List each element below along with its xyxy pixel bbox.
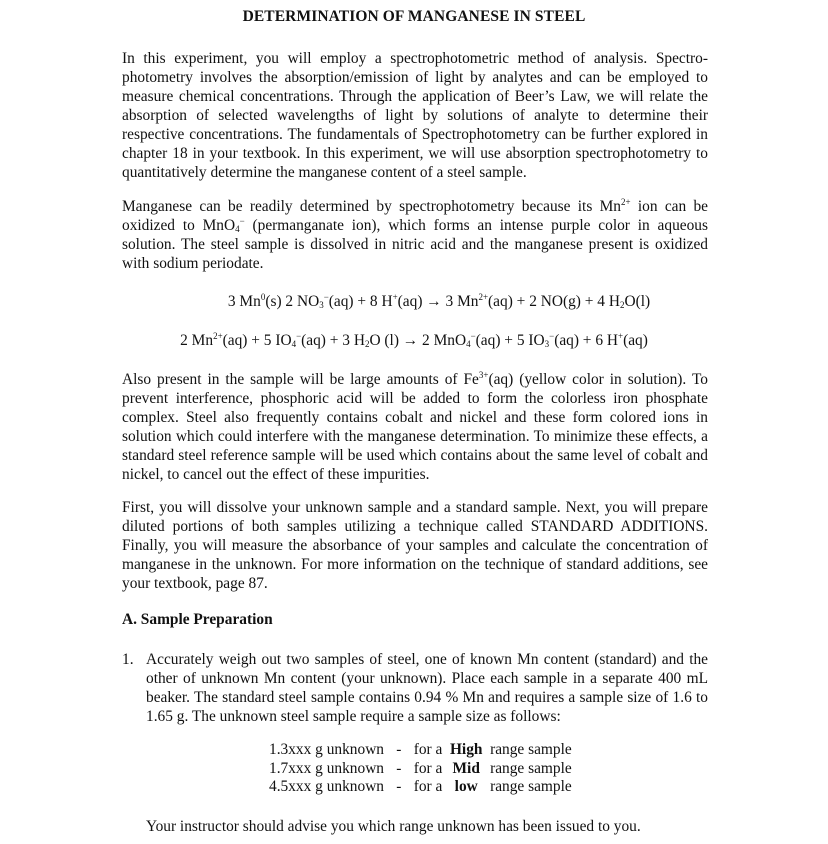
list-item-text: Accurately weigh out two samples of steel, one of known Mn content (standard) and the other of unknown Mn content (your unknown). Place each sample in a separate 400 mL beaker. The standard steel sample contains 0.94 % Mn and requires a sample size of 1.6 to 1.65 g. The unknown steel sample require a sample size as follows: bbox=[146, 651, 708, 725]
list-item-number: 1. bbox=[122, 651, 134, 668]
instructor-note: Your instructor should advise you which range unknown has been issued to you. bbox=[146, 818, 641, 835]
section-heading-sample-preparation: A. Sample Preparation bbox=[122, 611, 273, 628]
manganese-paragraph: Manganese can be readily determined by spectrophotometry because its $Mn^{2+}$ ion can be oxidized to MnO$_4$− (permanganate ion), which forms an intense purple color in aqueous solution. The steel sample is dissolved in nitric acid and the manganese present is oxidized with sodium periodate. bbox=[122, 197, 708, 272]
equation-oxidation: 2 $Mn^{2+}(aq) + 5$ $IO_4^-(aq) + 3$ $H_2O$ (l) → 2 MnO$_4$−(aq) + 5 $IO_3^-(aq) + 6$ H+(aq) bbox=[180, 331, 648, 349]
sample-size-table bbox=[269, 741, 572, 797]
interference-paragraph: Also present in the sample will be large amounts of $Fe^{3+}(aq)$ (yellow color in solution). To prevent interference, phosphoric acid will be added to form the colorless iron phosphate complex. Steel also frequently contains cobalt and nickel and these form colored ions in solution which could interfere with the manganese determination. To minimize these effects, a standard steel reference sample will be used which contains about the same level of cobalt and nickel, to cancel out the effect of these impurities. bbox=[122, 370, 708, 483]
page-title: DETERMINATION OF MANGANESE IN STEEL bbox=[242, 8, 586, 25]
list-item bbox=[122, 650, 708, 726]
equation-dissolution: 3 Mn$^0$(s) 2 $NO_3^-(aq) + 8$ H+(aq) → 3 $Mn^{2+}(aq) + 2$ NO(g) + 4 $H_2O(l)$ bbox=[227, 292, 651, 310]
range-row-high: 1.3xxx g unknown - for a High range sample bbox=[269, 741, 572, 758]
procedure-paragraph: First, you will dissolve your unknown sample and a standard sample. Next, you will prepare diluted portions of both samples utilizing a technique called STANDARD ADDITIONS. Finally, you will measure the absorbance of your samples and calculate the concentration of manganese in the unknown. For more information on the technique of standard additions, see your textbook, page 87. bbox=[122, 499, 708, 592]
intro-paragraph: In this experiment, you will employ a spectrophotometric method of analysis. Spectro-photometry involves the absorption/emission of light by analytes and can be employed to measure chemical concentrations. Through the application of Beer’s Law, we will relate the absorption of selected wavelengths of light by solutions of analyte to determine their respective concentrations. The fundamentals of Spectrophotometry can be further explored in chapter 18 in your textbook. In this experiment, we will use absorption spectrophotometry to quantitatively determine the manganese content of a steel sample. bbox=[122, 50, 708, 181]
range-row-low: 4.5xxx g unknown - for a low range sample bbox=[269, 778, 572, 795]
range-row-mid: 1.7xxx g unknown - for a Mid range sample bbox=[269, 759, 572, 777]
